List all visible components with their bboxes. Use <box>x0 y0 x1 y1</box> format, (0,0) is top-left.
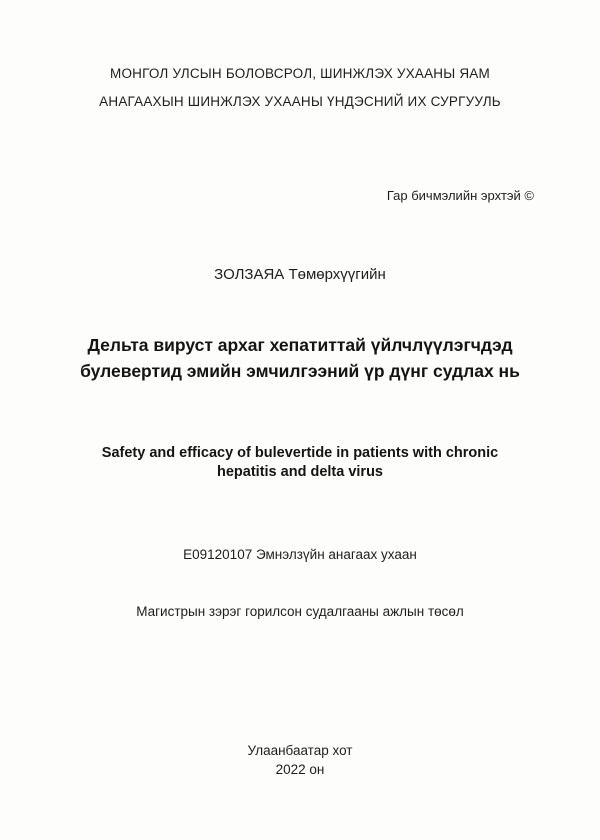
manuscript-copyright-note: Гар бичмэлийн эрхтэй © <box>386 188 534 203</box>
footer-city: Улаанбаатар хот <box>247 743 353 758</box>
thesis-title-mongolian-line1: Дельта вируст архаг хепатиттай үйлчлүүлэгчдэд <box>87 335 513 355</box>
footer-year: 2022 он <box>275 762 325 777</box>
thesis-title-mongolian-line2: булевертид эмийн эмчилгээний үр дүнг судлах нь <box>80 361 520 381</box>
ministry-header-line: МОНГОЛ УЛСЫН БОЛОВСРОЛ, ШИНЖЛЭХ УХААНЫ ЯАМ <box>110 66 490 81</box>
thesis-title-english <box>0 444 600 482</box>
thesis-title-english-line1: Safety and efficacy of bulevertide in patients with chronic <box>101 445 499 461</box>
author-name: ЗОЛЗАЯА Төмөрхүүгийн <box>214 266 386 283</box>
university-header-line: АНАГААХЫН ШИНЖЛЭХ УХААНЫ ҮНДЭСНИЙ ИХ СУРГУУЛЬ <box>99 94 501 109</box>
thesis-title-mongolian <box>0 332 600 384</box>
thesis-title-english-line2: hepatitis and delta virus <box>217 464 383 480</box>
degree-project-line: Магистрын зэрэг горилсон судалгааны ажлын төсөл <box>136 604 464 619</box>
program-code-line: Е09120107 Эмнэлзүйн анагаах ухаан <box>183 547 417 562</box>
